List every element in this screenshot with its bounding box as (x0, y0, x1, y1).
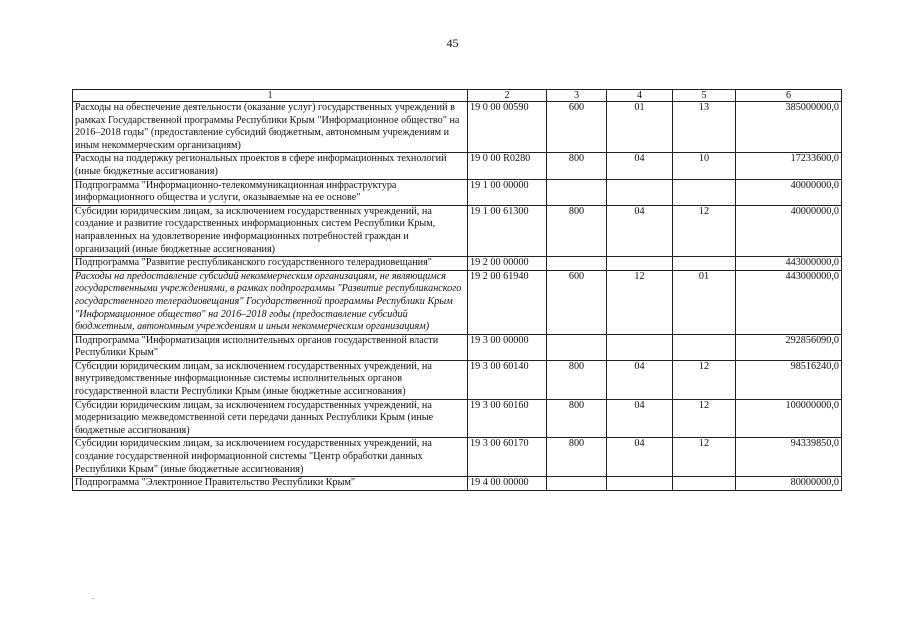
row-target-code: 19 4 00 00000 (468, 477, 547, 491)
row-target-code: 19 1 00 61300 (468, 205, 547, 256)
row-amount: 385000000,0 (736, 102, 842, 153)
row-expense-type: 800 (547, 153, 607, 179)
table-row (73, 399, 842, 438)
row-target-code: 19 2 00 00000 (468, 257, 547, 271)
row-amount: 443000000,0 (736, 270, 842, 334)
row-name: Подпрограмма "Развитие республиканского государственного телерадиовещания" (73, 257, 468, 271)
row-name: Субсидии юридическим лицам, за исключением государственных учреждений, на создание государственной информационной системы "Центр обработки данных Республики Крым" (иные бюджетные ассигнования) (73, 438, 468, 477)
row-amount: 40000000,0 (736, 179, 842, 205)
row-target-code: 19 0 00 R0280 (468, 153, 547, 179)
row-name: Подпрограмма "Электронное Правительство Республики Крым" (73, 477, 468, 491)
row-amount: 100000000,0 (736, 399, 842, 438)
row-subsection: 12 (673, 360, 736, 399)
row-name: Расходы на обеспечение деятельности (оказание услуг) государственных учреждений в рамках Государственной программы Республики Крым "Информационное общество" на 2016–2018 годы" (предоставление субсидий бюджетным, автономным учреждениям и иным некоммерческим организациям) (73, 102, 468, 153)
row-name: Субсидии юридическим лицам, за исключением государственных учреждений, на модернизацию межведомственной сети передачи данных Республики Крым (иные бюджетные ассигнования) (73, 399, 468, 438)
table-row (73, 179, 842, 205)
header-col-3: 3 (547, 90, 607, 102)
row-amount: 40000000,0 (736, 205, 842, 256)
table-row (73, 257, 842, 271)
table-row (73, 477, 842, 491)
row-amount: 80000000,0 (736, 477, 842, 491)
row-name: Субсидии юридическим лицам, за исключением государственных учреждений, на создание и развитие государственных информационных систем Республики Крым, направленных на удовлетворение информационных потребностей граждан и организаций (иные бюджетные ассигнования) (73, 205, 468, 256)
row-subsection: 12 (673, 399, 736, 438)
row-expense-type (547, 179, 607, 205)
row-section: 04 (607, 399, 673, 438)
row-amount: 443000000,0 (736, 257, 842, 271)
row-target-code: 19 3 00 00000 (468, 334, 547, 360)
row-subsection: 12 (673, 438, 736, 477)
header-col-5: 5 (673, 90, 736, 102)
row-subsection: 13 (673, 102, 736, 153)
row-target-code: 19 3 00 60160 (468, 399, 547, 438)
row-expense-type (547, 477, 607, 491)
row-target-code: 19 3 00 60140 (468, 360, 547, 399)
table-row (73, 153, 842, 179)
table-row (73, 205, 842, 256)
row-amount: 94339850,0 (736, 438, 842, 477)
row-expense-type: 800 (547, 205, 607, 256)
row-section: 04 (607, 205, 673, 256)
row-amount: 292856090,0 (736, 334, 842, 360)
row-section (607, 179, 673, 205)
row-amount: 98516240,0 (736, 360, 842, 399)
row-name: Расходы на предоставление субсидий некоммерческим организациям, не являющимся государственными учреждениями, в рамках подпрограммы "Развитие республиканского государственного телерадиовещания" Государственной программы Республики Крым "Информационное общество" на 2016–2018 годы (предоставление субсидий бюджетным, автономным учреждениям и иным некоммерческим организациям) (73, 270, 468, 334)
row-name: Подпрограмма "Информационно-телекоммуникационная инфраструктура информационного общества и услуги, оказываемые на ее основе" (73, 179, 468, 205)
page-number: 45 (446, 36, 459, 50)
row-subsection (673, 334, 736, 360)
header-col-2: 2 (468, 90, 547, 102)
row-section: 12 (607, 270, 673, 334)
row-subsection (673, 179, 736, 205)
row-name: Субсидии юридическим лицам, за исключением государственных учреждений, на внутриведомственные информационные системы исполнительных органов государственной власти Республики Крым (иные бюджетные ассигнования) (73, 360, 468, 399)
row-expense-type: 600 (547, 102, 607, 153)
row-expense-type (547, 257, 607, 271)
row-expense-type: 800 (547, 399, 607, 438)
row-section: 04 (607, 438, 673, 477)
row-subsection (673, 257, 736, 271)
table-row (73, 270, 842, 334)
row-expense-type: 800 (547, 438, 607, 477)
row-expense-type: 600 (547, 270, 607, 334)
row-amount: 17233600,0 (736, 153, 842, 179)
row-expense-type (547, 334, 607, 360)
row-name: Подпрограмма "Информатизация исполнительных органов государственной власти Республики Крым" (73, 334, 468, 360)
header-col-1: 1 (73, 90, 468, 102)
row-target-code: 19 2 00 61940 (468, 270, 547, 334)
header-col-4: 4 (607, 90, 673, 102)
table-row (73, 334, 842, 360)
table-row (73, 102, 842, 153)
row-subsection: 01 (673, 270, 736, 334)
row-section (607, 477, 673, 491)
header-col-6: 6 (736, 90, 842, 102)
row-section: 04 (607, 360, 673, 399)
table-row (73, 438, 842, 477)
row-name: Расходы на поддержку региональных проектов в сфере информационных технологий (иные бюджетные ассигнования) (73, 153, 468, 179)
row-target-code: 19 3 00 60170 (468, 438, 547, 477)
row-section (607, 334, 673, 360)
budget-table (72, 89, 842, 491)
table-header-row (73, 90, 842, 102)
row-target-code: 19 1 00 00000 (468, 179, 547, 205)
table-row (73, 360, 842, 399)
row-subsection (673, 477, 736, 491)
row-section (607, 257, 673, 271)
row-subsection: 12 (673, 205, 736, 256)
scan-speck (92, 598, 94, 599)
row-section: 01 (607, 102, 673, 153)
row-target-code: 19 0 00 00590 (468, 102, 547, 153)
row-expense-type: 800 (547, 360, 607, 399)
row-section: 04 (607, 153, 673, 179)
row-subsection: 10 (673, 153, 736, 179)
